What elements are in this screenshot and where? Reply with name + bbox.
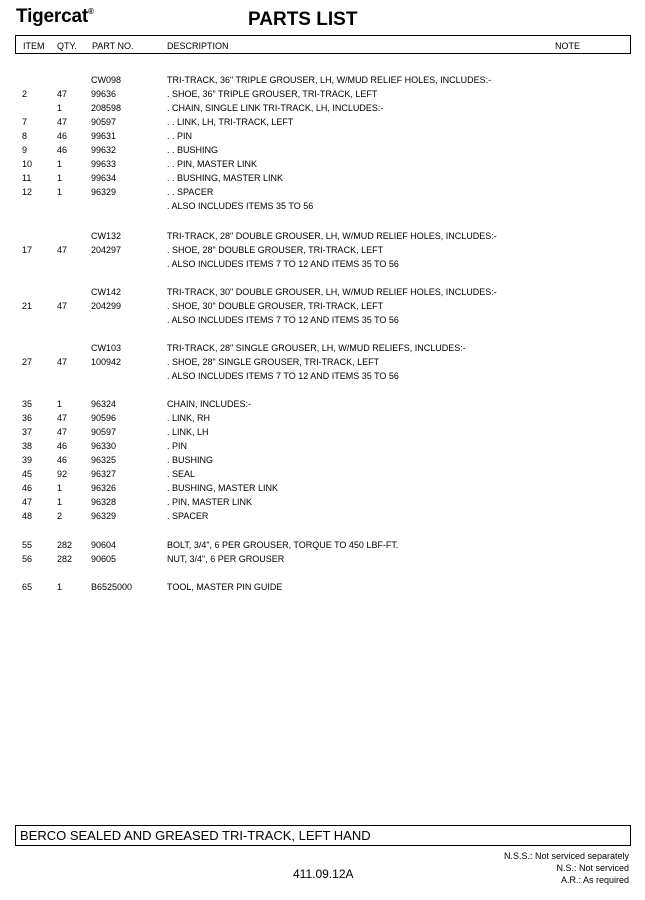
item-number: 65: [22, 582, 33, 592]
description: . SHOE, 28" DOUBLE GROUSER, TRI-TRACK, LEFT: [167, 245, 384, 255]
part-number: 100942: [91, 357, 122, 367]
part-number: 90597: [91, 117, 117, 127]
description: . LINK, LH: [167, 427, 209, 437]
table-row: [0, 231, 645, 242]
table-row: [0, 259, 645, 270]
table-row: [0, 315, 645, 326]
quantity: 1: [57, 103, 63, 113]
part-number: 96326: [91, 483, 117, 493]
item-number: 9: [22, 145, 28, 155]
description: . . LINK, LH, TRI-TRACK, LEFT: [167, 117, 294, 127]
legend-nss: N.S.S.: Not serviced separately: [503, 851, 629, 861]
table-row: [0, 540, 645, 551]
page-number: 411.09.12A: [293, 867, 354, 881]
item-number: 27: [22, 357, 33, 367]
item-number: 11: [22, 173, 32, 183]
header-part-no: PART NO.: [92, 41, 134, 51]
description: . ALSO INCLUDES ITEMS 7 TO 12 AND ITEMS 35 TO 56: [167, 315, 399, 325]
item-number: 47: [22, 497, 33, 507]
table-row: [0, 511, 645, 522]
description: . . PIN, MASTER LINK: [167, 159, 258, 169]
table-row: [0, 187, 645, 198]
table-row: [0, 173, 645, 184]
description: TOOL, MASTER PIN GUIDE: [167, 582, 283, 592]
legend: [504, 850, 629, 886]
table-row: [0, 103, 645, 114]
description: TRI-TRACK, 28" DOUBLE GROUSER, LH, W/MUD RELIEF HOLES, INCLUDES:-: [167, 231, 497, 241]
part-number: CW103: [91, 343, 122, 353]
description: . . BUSHING, MASTER LINK: [167, 173, 284, 183]
header-description: DESCRIPTION: [167, 41, 229, 51]
description: . ALSO INCLUDES ITEMS 35 TO 56: [167, 201, 314, 211]
footer-title: BERCO SEALED AND GREASED TRI-TRACK, LEFT HAND: [20, 828, 371, 843]
page-title: PARTS LIST: [248, 9, 358, 30]
quantity: 46: [57, 131, 68, 141]
item-number: 8: [22, 131, 28, 141]
quantity: 1: [57, 483, 63, 493]
table-row: [0, 75, 645, 86]
item-number: 10: [22, 159, 33, 169]
quantity: 46: [57, 455, 68, 465]
description: . ALSO INCLUDES ITEMS 7 TO 12 AND ITEMS 35 TO 56: [167, 259, 399, 269]
description: . SHOE, 28" SINGLE GROUSER, TRI-TRACK, LEFT: [167, 357, 380, 367]
brand-name: Tigercat: [16, 6, 88, 27]
part-number: 204299: [91, 301, 122, 311]
table-row: [0, 469, 645, 480]
header-note: NOTE: [555, 41, 581, 51]
quantity: 47: [57, 117, 68, 127]
table-row: [0, 201, 645, 212]
part-number: CW142: [91, 287, 122, 297]
quantity: 1: [57, 497, 63, 507]
description: . . SPACER: [167, 187, 214, 197]
quantity: 47: [57, 89, 68, 99]
part-number: 96324: [91, 399, 117, 409]
table-row: [0, 159, 645, 170]
part-number: 99634: [91, 173, 117, 183]
quantity: 1: [57, 582, 63, 592]
table-row: [0, 554, 645, 565]
table-row: [0, 582, 645, 593]
description: . PIN, MASTER LINK: [167, 497, 253, 507]
table-row: [0, 131, 645, 142]
part-number: 90605: [91, 554, 117, 564]
quantity: 92: [57, 469, 68, 479]
description: . CHAIN, SINGLE LINK TRI-TRACK, LH, INCLUDES:-: [167, 103, 384, 113]
description: NUT, 3/4", 6 PER GROUSER: [167, 554, 285, 564]
quantity: 1: [57, 187, 63, 197]
description: . SHOE, 30" DOUBLE GROUSER, TRI-TRACK, LEFT: [167, 301, 384, 311]
table-header: [15, 35, 631, 54]
description: . PIN: [167, 441, 188, 451]
item-number: 7: [22, 117, 28, 127]
part-number: 90597: [91, 427, 117, 437]
table-row: [0, 301, 645, 312]
part-number: 90596: [91, 413, 117, 423]
item-number: 21: [22, 301, 33, 311]
table-row: [0, 483, 645, 494]
quantity: 47: [57, 427, 68, 437]
table-row: [0, 89, 645, 100]
table-row: [0, 399, 645, 410]
quantity: 282: [57, 540, 73, 550]
quantity: 1: [57, 173, 63, 183]
header-qty: QTY.: [57, 41, 77, 51]
part-number: 99632: [91, 145, 117, 155]
header-item: ITEM: [23, 41, 45, 51]
description: TRI-TRACK, 36" TRIPLE GROUSER, LH, W/MUD RELIEF HOLES, INCLUDES:-: [167, 75, 492, 85]
description: . SHOE, 36" TRIPLE GROUSER, TRI-TRACK, LEFT: [167, 89, 378, 99]
part-number: B6525000: [91, 582, 133, 592]
part-number: 99633: [91, 159, 117, 169]
quantity: 47: [57, 245, 68, 255]
quantity: 47: [57, 413, 68, 423]
description: . BUSHING: [167, 455, 214, 465]
description: . BUSHING, MASTER LINK: [167, 483, 279, 493]
description: . ALSO INCLUDES ITEMS 7 TO 12 AND ITEMS 35 TO 56: [167, 371, 399, 381]
quantity: 47: [57, 357, 68, 367]
quantity: 2: [57, 511, 63, 521]
description: CHAIN, INCLUDES:-: [167, 399, 252, 409]
quantity: 47: [57, 301, 68, 311]
footer-title-box: [15, 825, 631, 846]
table-row: [0, 427, 645, 438]
table-row: [0, 441, 645, 452]
part-number: 208598: [91, 103, 122, 113]
table-row: [0, 343, 645, 354]
registered-mark: ®: [87, 7, 94, 16]
description: TRI-TRACK, 30" DOUBLE GROUSER, LH, W/MUD RELIEF HOLES, INCLUDES:-: [167, 287, 497, 297]
quantity: 46: [57, 145, 68, 155]
legend-ns: N.S.: Not serviced: [556, 863, 629, 873]
table-row: [0, 245, 645, 256]
part-number: CW098: [91, 75, 122, 85]
table-row: [0, 371, 645, 382]
item-number: 36: [22, 413, 33, 423]
part-number: 96329: [91, 511, 117, 521]
description: BOLT, 3/4", 6 PER GROUSER, TORQUE TO 450 LBF-FT.: [167, 540, 399, 550]
table-row: [0, 497, 645, 508]
item-number: 12: [22, 187, 33, 197]
description: TRI-TRACK, 28" SINGLE GROUSER, LH, W/MUD RELIEFS, INCLUDES:-: [167, 343, 466, 353]
quantity: 282: [57, 554, 73, 564]
table-row: [0, 287, 645, 298]
description: . SPACER: [167, 511, 209, 521]
table-row: [0, 455, 645, 466]
item-number: 35: [22, 399, 33, 409]
part-number: 96330: [91, 441, 117, 451]
item-number: 56: [22, 554, 33, 564]
item-number: 38: [22, 441, 33, 451]
part-number: 96328: [91, 497, 117, 507]
item-number: 39: [22, 455, 33, 465]
part-number: 96327: [91, 469, 117, 479]
part-number: 90604: [91, 540, 117, 550]
brand-logo: [16, 6, 94, 28]
description: . . PIN: [167, 131, 193, 141]
item-number: 46: [22, 483, 33, 493]
part-number: 96329: [91, 187, 117, 197]
table-row: [0, 413, 645, 424]
part-number: 96325: [91, 455, 117, 465]
quantity: 1: [57, 159, 63, 169]
table-row: [0, 117, 645, 128]
description: . . BUSHING: [167, 145, 219, 155]
item-number: 37: [22, 427, 33, 437]
item-number: 2: [22, 89, 28, 99]
description: . SEAL: [167, 469, 196, 479]
table-row: [0, 145, 645, 156]
item-number: 48: [22, 511, 33, 521]
quantity: 1: [57, 399, 63, 409]
legend-ar: A.R.: As required: [560, 875, 629, 885]
part-number: 204297: [91, 245, 122, 255]
description: . LINK, RH: [167, 413, 211, 423]
item-number: 17: [22, 245, 33, 255]
item-number: 45: [22, 469, 33, 479]
part-number: 99631: [91, 131, 117, 141]
part-number: 99636: [91, 89, 117, 99]
item-number: 55: [22, 540, 33, 550]
table-row: [0, 357, 645, 368]
quantity: 46: [57, 441, 68, 451]
part-number: CW132: [91, 231, 122, 241]
